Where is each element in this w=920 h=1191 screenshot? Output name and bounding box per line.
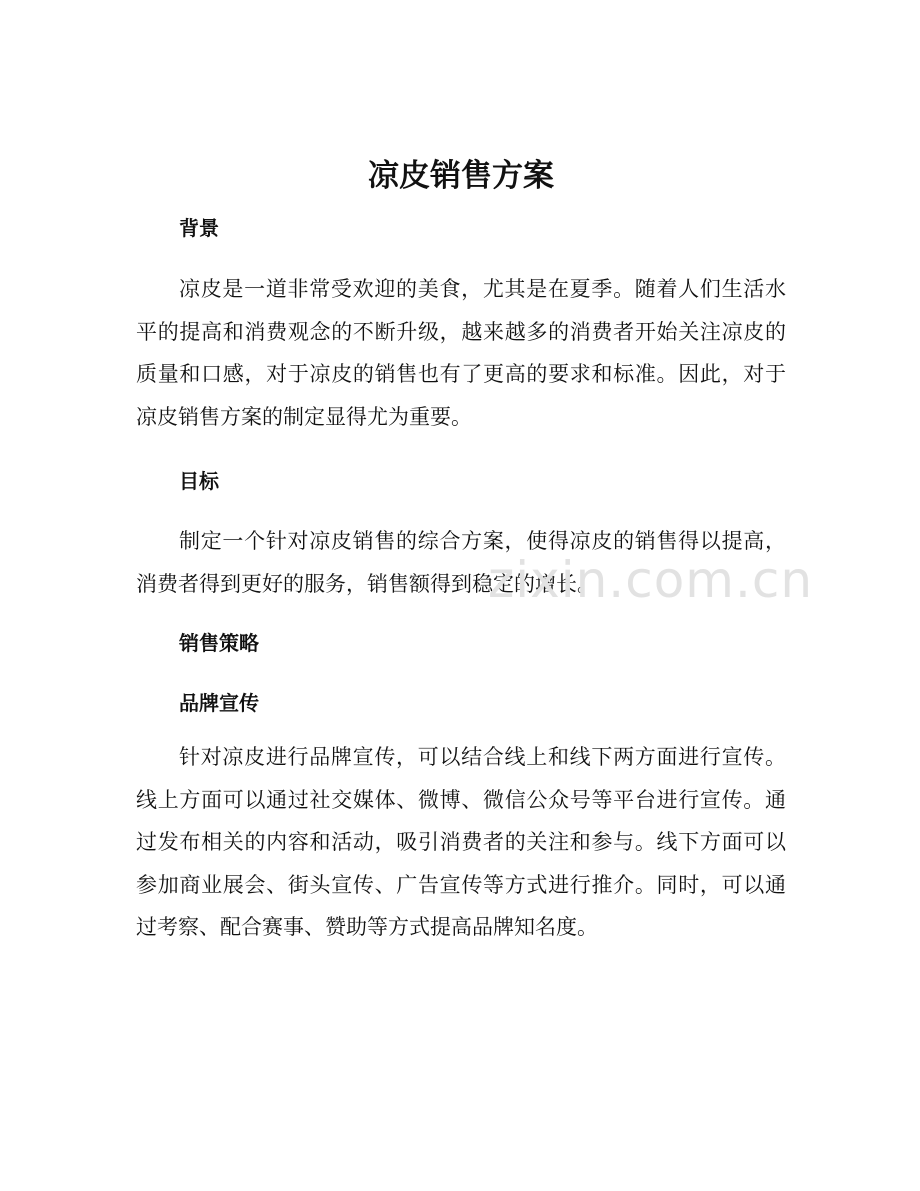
- document-title: 凉皮销售方案: [368, 158, 554, 194]
- heading-background: 背景: [179, 216, 219, 240]
- paragraph-background: 凉皮是一道非常受欢迎的美食，尤其是在夏季。随着人们生活水平的提高和消费观念的不断升级，越来越多的消费者开始关注凉皮的质量和口感，对于凉皮的销售也有了更高的要求和标准。因此，对于凉皮销售方案的制定显得尤为重要。: [136, 277, 786, 429]
- heading-sales-strategy: 销售策略: [179, 631, 259, 655]
- heading-goal: 目标: [179, 469, 219, 493]
- paragraph-goal: 制定一个针对凉皮销售的综合方案，使得凉皮的销售得以提高，消费者得到更好的服务，销售额得到稳定的增长。: [136, 529, 786, 596]
- paragraph-brand-promotion: 针对凉皮进行品牌宣传，可以结合线上和线下两方面进行宣传。线上方面可以通过社交媒体、微博、微信公众号等平台进行宣传。通过发布相关的内容和活动，吸引消费者的关注和参与。线下方面可以参加商业展会、街头宣传、广告宣传等方式进行推介。同时，可以通过考察、配合赛事、赞助等方式提高品牌知名度。: [136, 745, 786, 939]
- watermark-text: zixin.com.cn: [488, 551, 814, 609]
- heading-brand-promotion: 品牌宣传: [179, 691, 259, 715]
